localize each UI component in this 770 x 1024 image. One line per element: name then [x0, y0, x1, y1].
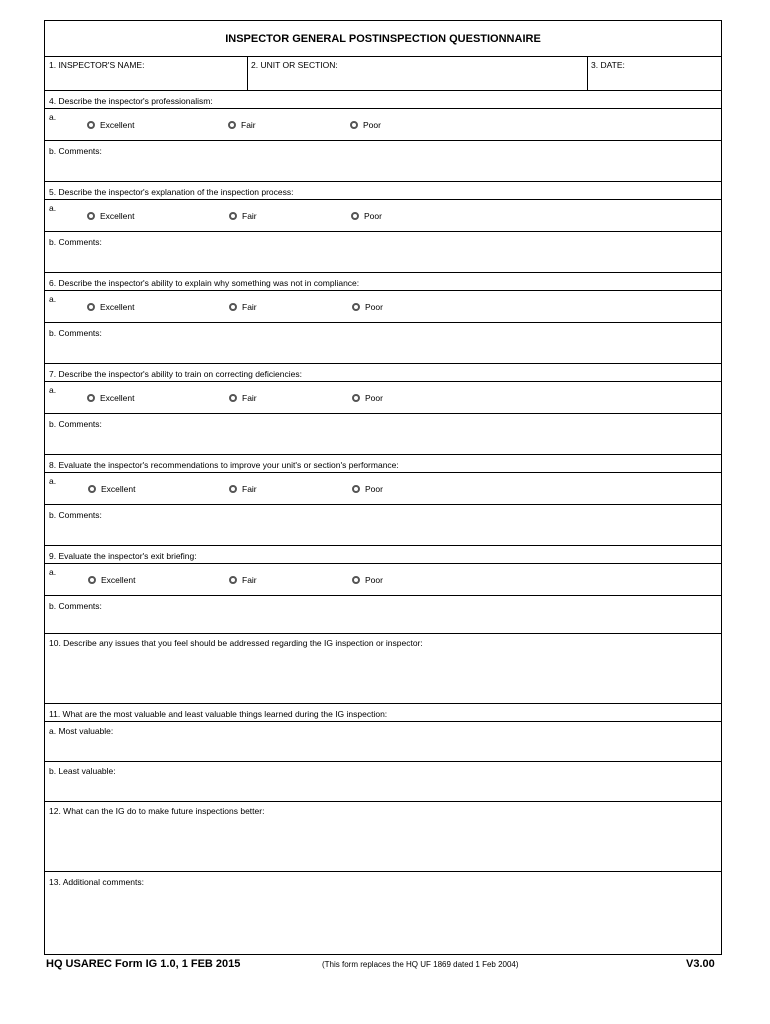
question-12[interactable] — [45, 802, 721, 872]
question-7-label: 7. Describe the inspector's ability to train on correcting deficiencies: — [49, 369, 302, 379]
radio-icon — [229, 303, 237, 311]
sub-label-a: a. — [49, 476, 57, 486]
sub-label-a: a. — [49, 385, 57, 395]
radio-icon — [229, 394, 237, 402]
question-6-rating — [45, 291, 721, 323]
q8-excellent-radio[interactable]: Excellent — [88, 484, 136, 494]
version-label: V3.00 — [686, 958, 715, 970]
question-11-least-valuable[interactable] — [45, 762, 721, 802]
header-fields-row — [45, 57, 721, 91]
radio-icon — [229, 576, 237, 584]
comments-label: b. Comments: — [49, 419, 102, 429]
date-field[interactable]: 3. DATE: — [591, 60, 625, 70]
least-valuable-label: b. Least valuable: — [49, 766, 116, 776]
q8-poor-radio[interactable]: Poor — [352, 484, 383, 494]
question-11 — [45, 704, 721, 722]
radio-icon — [352, 576, 360, 584]
radio-icon — [88, 485, 96, 493]
q8-fair-radio[interactable]: Fair — [229, 484, 257, 494]
question-6 — [45, 273, 721, 291]
radio-icon — [87, 394, 95, 402]
comments-label: b. Comments: — [49, 510, 102, 520]
q9-excellent-radio[interactable]: Excellent — [88, 575, 136, 585]
q5-poor-radio[interactable]: Poor — [351, 211, 382, 221]
most-valuable-label: a. Most valuable: — [49, 726, 114, 736]
radio-icon — [87, 212, 95, 220]
radio-icon — [87, 121, 95, 129]
question-12-label: 12. What can the IG do to make future inspections better: — [49, 806, 265, 816]
question-4-label: 4. Describe the inspector's professionalism: — [49, 96, 213, 106]
q4-poor-radio[interactable]: Poor — [350, 120, 381, 130]
question-7 — [45, 364, 721, 382]
question-5-label: 5. Describe the inspector's explanation of the inspection process: — [49, 187, 294, 197]
question-4-comments[interactable] — [45, 141, 721, 182]
question-10-label: 10. Describe any issues that you feel should be addressed regarding the IG inspection or inspector: — [49, 638, 423, 648]
radio-icon — [228, 121, 236, 129]
q9-fair-radio[interactable]: Fair — [229, 575, 257, 585]
replacement-note: (This form replaces the HQ UF 1869 dated 1 Feb 2004) — [322, 960, 519, 969]
question-5-rating — [45, 200, 721, 232]
q7-excellent-radio[interactable]: Excellent — [87, 393, 135, 403]
question-11-most-valuable[interactable] — [45, 722, 721, 762]
radio-icon — [87, 303, 95, 311]
radio-icon — [352, 303, 360, 311]
radio-icon — [88, 576, 96, 584]
radio-icon — [350, 121, 358, 129]
q5-fair-radio[interactable]: Fair — [229, 211, 257, 221]
question-6-label: 6. Describe the inspector's ability to explain why something was not in compliance: — [49, 278, 360, 288]
question-6-comments[interactable] — [45, 323, 721, 364]
unit-section-field[interactable]: 2. UNIT OR SECTION: — [251, 60, 338, 70]
comments-label: b. Comments: — [49, 146, 102, 156]
sub-label-a: a. — [49, 112, 57, 122]
q7-poor-radio[interactable]: Poor — [352, 393, 383, 403]
question-9 — [45, 546, 721, 564]
question-4-rating — [45, 109, 721, 141]
question-5 — [45, 182, 721, 200]
radio-icon — [229, 485, 237, 493]
sub-label-a: a. — [49, 203, 57, 213]
question-7-comments[interactable] — [45, 414, 721, 455]
question-8 — [45, 455, 721, 473]
question-8-label: 8. Evaluate the inspector's recommendations to improve your unit's or section's performance: — [49, 460, 399, 470]
radio-icon — [351, 212, 359, 220]
question-8-comments[interactable] — [45, 505, 721, 546]
questionnaire-form — [44, 20, 722, 955]
radio-icon — [352, 394, 360, 402]
question-9-label: 9. Evaluate the inspector's exit briefing: — [49, 551, 197, 561]
question-13[interactable] — [45, 872, 721, 954]
comments-label: b. Comments: — [49, 237, 102, 247]
question-11-label: 11. What are the most valuable and least valuable things learned during the IG inspection: — [49, 709, 388, 719]
comments-label: b. Comments: — [49, 601, 102, 611]
sub-label-a: a. — [49, 567, 57, 577]
q4-fair-radio[interactable]: Fair — [228, 120, 256, 130]
q7-fair-radio[interactable]: Fair — [229, 393, 257, 403]
radio-icon — [352, 485, 360, 493]
sub-label-a: a. — [49, 294, 57, 304]
divider — [247, 57, 248, 90]
divider — [587, 57, 588, 90]
form-title: INSPECTOR GENERAL POSTINSPECTION QUESTIONNAIRE — [45, 21, 721, 57]
radio-icon — [229, 212, 237, 220]
q4-excellent-radio[interactable]: Excellent — [87, 120, 135, 130]
question-5-comments[interactable] — [45, 232, 721, 273]
form-id: HQ USAREC Form IG 1.0, 1 FEB 2015 — [46, 958, 241, 970]
question-9-comments[interactable] — [45, 596, 721, 634]
question-10[interactable] — [45, 634, 721, 704]
q6-excellent-radio[interactable]: Excellent — [87, 302, 135, 312]
comments-label: b. Comments: — [49, 328, 102, 338]
question-8-rating — [45, 473, 721, 505]
question-7-rating — [45, 382, 721, 414]
inspector-name-field[interactable]: 1. INSPECTOR'S NAME: — [49, 60, 145, 70]
q9-poor-radio[interactable]: Poor — [352, 575, 383, 585]
question-9-rating — [45, 564, 721, 596]
question-4 — [45, 91, 721, 109]
q6-poor-radio[interactable]: Poor — [352, 302, 383, 312]
question-13-label: 13. Additional comments: — [49, 877, 144, 887]
q6-fair-radio[interactable]: Fair — [229, 302, 257, 312]
q5-excellent-radio[interactable]: Excellent — [87, 211, 135, 221]
